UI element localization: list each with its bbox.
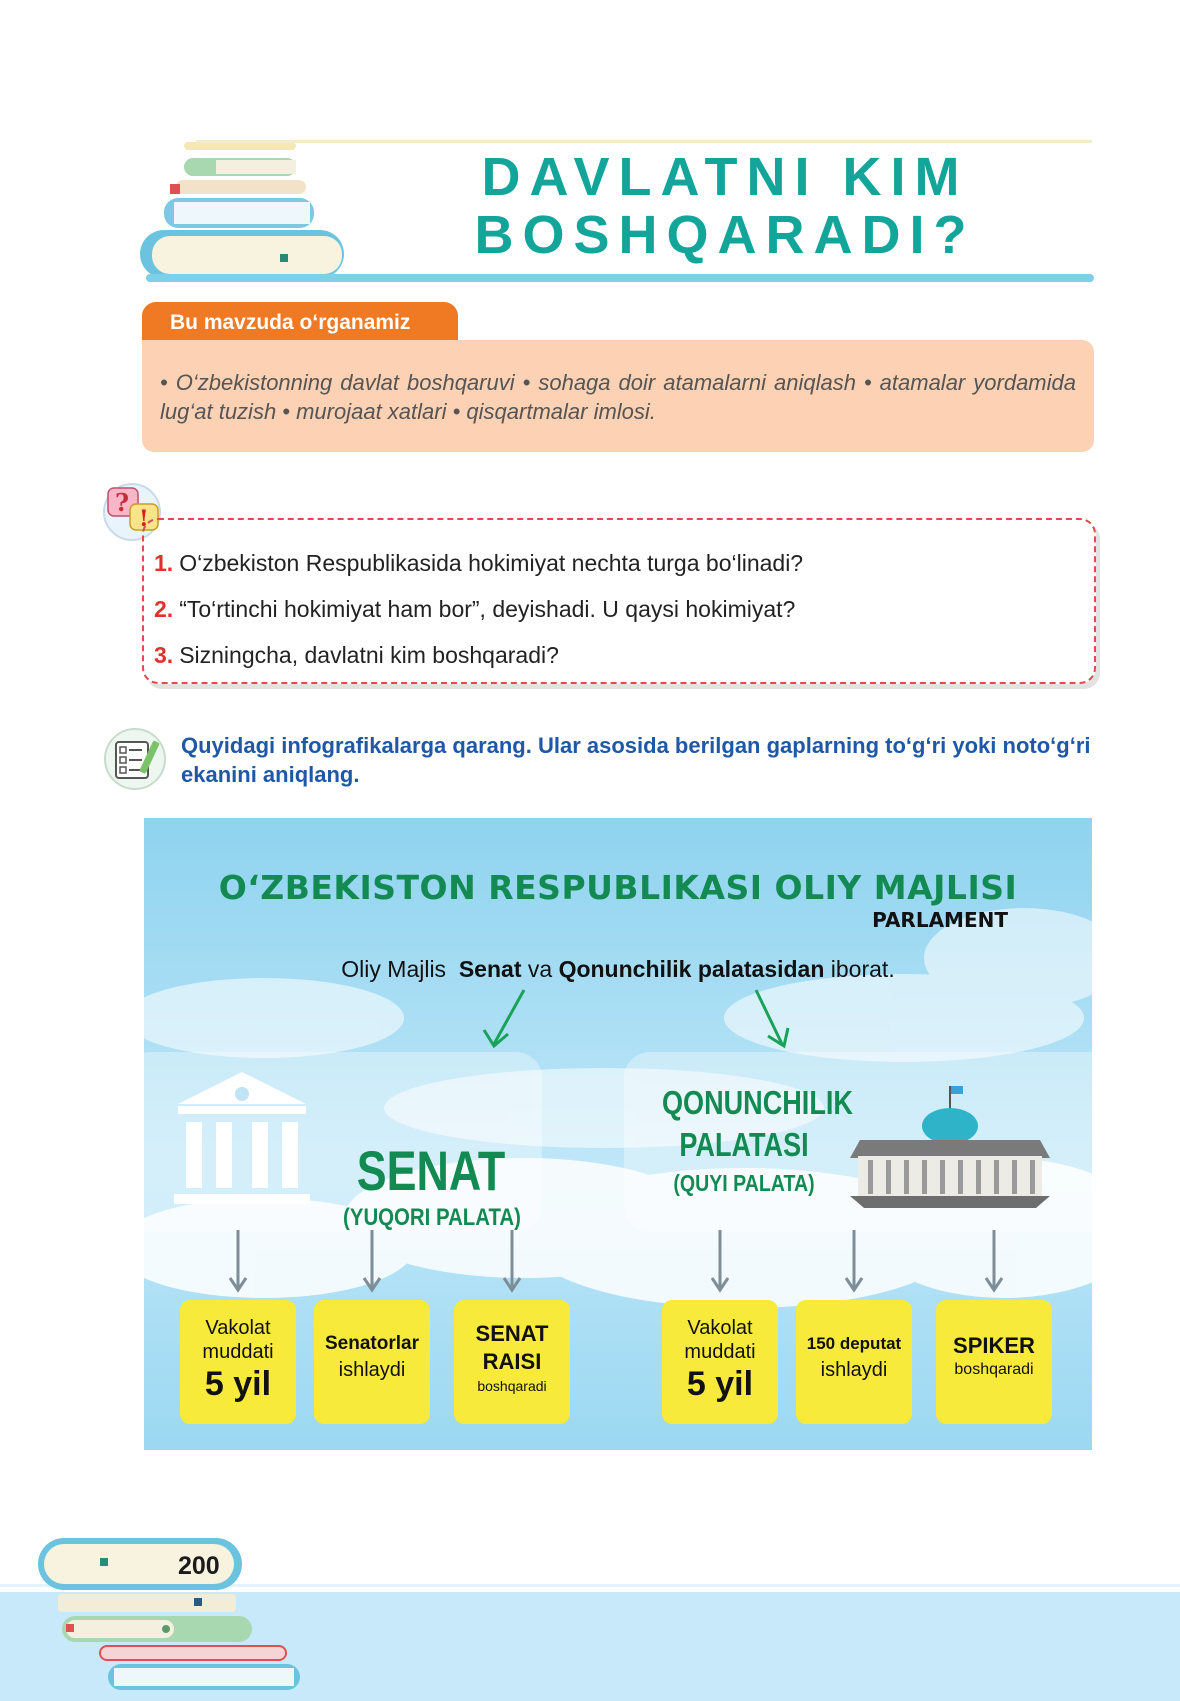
senat-chair-box: SENAT RAISI boshqaradi: [454, 1300, 570, 1424]
senat-title: SENAT: [356, 1139, 506, 1202]
speaker-box: SPIKER boshqaradi: [936, 1300, 1052, 1424]
qp-term-box: Vakolat muddati 5 yil: [662, 1300, 778, 1424]
question-item: 2. “To‘rtinchi hokimiyat ham bor”, deyishadi. U qaysi hokimiyat?: [154, 596, 796, 622]
svg-text:!: !: [139, 506, 149, 532]
infographic: [144, 818, 1092, 1450]
book-stack-illustration: [140, 138, 360, 284]
footer-book-stack-illustration: [38, 1538, 300, 1701]
infographic-subtitle: PARLAMENT: [872, 908, 1008, 932]
page-title: DAVLATNI KIM BOSHQARADI?: [474, 147, 976, 265]
infographic-description: Oliy Majlis Senat va Qonunchilik palatasidan iborat.: [341, 956, 895, 982]
checklist-pencil-icon: [102, 726, 168, 792]
deputies-box: 150 deputat ishlaydi: [796, 1300, 912, 1424]
page-number: 200: [178, 1552, 220, 1580]
senat-subtitle: (YUQORI PALATA): [343, 1204, 521, 1231]
senat-term-box: Vakolat muddati 5 yil: [180, 1300, 296, 1424]
svg-text:?: ?: [115, 488, 130, 517]
senators-box: Senatorlar ishlaydi: [314, 1300, 430, 1424]
question-item: 1. O‘zbekiston Respublikasida hokimiyat nechta turga bo‘linadi?: [154, 550, 804, 576]
qonunchilik-title: QONUNCHILIK PALATASI: [662, 1084, 853, 1163]
infographic-title: O‘ZBEKISTON RESPUBLIKASI OLIY MAJLISI: [218, 868, 1018, 907]
title-top-line: [196, 140, 1092, 143]
topics-tab: Bu mavzuda o‘rganamiz: [142, 302, 458, 344]
questions-box: [142, 518, 1096, 684]
topics-box: • O‘zbekistonning davlat boshqaruvi • sohaga doir atamalarni aniqlash • atamalar yordamida lug‘at tuzish • murojaat xatlari • qisqartmalar imlosi.: [142, 340, 1094, 452]
instruction-text: Quyidagi infografikalarga qarang. Ular asosida berilgan gaplarning to‘g‘ri yoki noto‘g‘ri ekanini aniqlang.: [181, 733, 1091, 787]
question-item: 3. Sizningcha, davlatni kim boshqaradi?: [154, 642, 559, 668]
title-underline: [146, 274, 1094, 282]
qonunchilik-subtitle: (QUYI PALATA): [673, 1170, 815, 1196]
